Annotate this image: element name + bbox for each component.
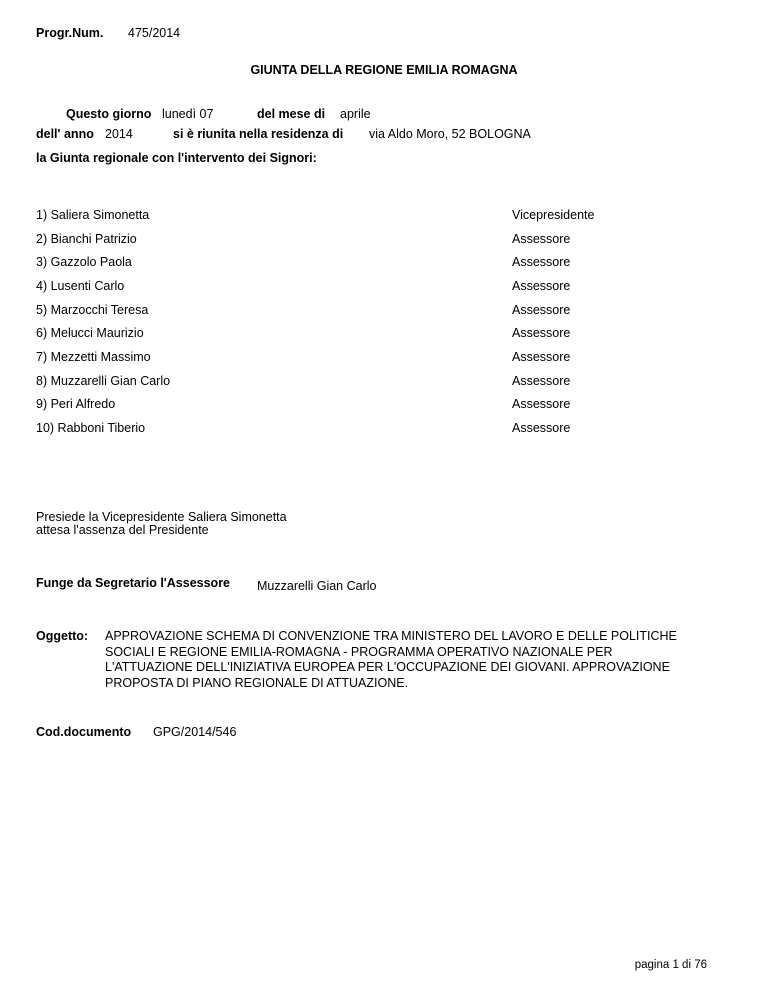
month-value: aprile: [340, 107, 371, 121]
subject-line: SOCIALI E REGIONE EMILIA-ROMAGNA - PROGRAMMA OPERATIVO NAZIONALE PER: [105, 644, 613, 659]
member-name: 9) Peri Alfredo: [36, 397, 116, 411]
member-name: 3) Gazzolo Paola: [36, 255, 132, 269]
progr-num-label: Progr.Num.: [36, 26, 104, 40]
member-role: Assessore: [512, 326, 571, 340]
day-label: Questo giorno: [66, 107, 152, 121]
presiding-line-1: Presiede la Vicepresidente Saliera Simonetta: [36, 510, 287, 524]
subject-line: PROPOSTA DI PIANO REGIONALE DI ATTUAZIONE.: [105, 675, 409, 690]
member-role: Assessore: [512, 279, 571, 293]
members-intro: la Giunta regionale con l'intervento dei Signori:: [36, 151, 317, 165]
document-code-label: Cod.documento: [36, 725, 132, 739]
member-name: 5) Marzocchi Teresa: [36, 303, 149, 317]
member-name: 10) Rabboni Tiberio: [36, 421, 146, 435]
member-name: 6) Melucci Maurizio: [36, 326, 144, 340]
subject-text: [105, 629, 725, 691]
subject-label: Oggetto:: [36, 629, 89, 643]
secretary-value: Muzzarelli Gian Carlo: [257, 579, 377, 593]
document-code-value: GPG/2014/546: [153, 725, 237, 739]
member-name: 2) Bianchi Patrizio: [36, 232, 137, 246]
member-name: 8) Muzzarelli Gian Carlo: [36, 374, 171, 388]
place-label: si è riunita nella residenza di: [173, 127, 344, 141]
member-name: 1) Saliera Simonetta: [36, 208, 150, 222]
year-value: 2014: [105, 127, 133, 141]
secretary-label: Funge da Segretario l'Assessore: [36, 576, 231, 590]
month-label: del mese di: [257, 107, 326, 121]
subject-line: L'ATTUAZIONE DELL'INIZIATIVA EUROPEA PER L'OCCUPAZIONE DEI GIOVANI. APPROVAZIONE: [105, 660, 670, 674]
page-number: pagina 1 di 76: [634, 959, 707, 971]
member-name: 7) Mezzetti Massimo: [36, 350, 151, 364]
member-role: Assessore: [512, 232, 571, 246]
member-role: Assessore: [512, 350, 571, 364]
member-role: Vicepresidente: [512, 208, 595, 222]
subject-line: APPROVAZIONE SCHEMA DI CONVENZIONE TRA MINISTERO DEL LAVORO E DELLE POLITICHE: [105, 629, 677, 643]
member-role: Assessore: [512, 303, 571, 317]
presiding-line-2: attesa l'assenza del Presidente: [36, 523, 209, 537]
member-name: 4) Lusenti Carlo: [36, 279, 125, 293]
member-role: Assessore: [512, 421, 571, 435]
year-label: dell' anno: [36, 127, 94, 141]
member-role: Assessore: [512, 374, 571, 388]
member-role: Assessore: [512, 397, 571, 411]
day-value: lunedì 07: [162, 107, 214, 121]
progr-num-value: 475/2014: [128, 26, 181, 40]
document-title: GIUNTA DELLA REGIONE EMILIA ROMAGNA: [250, 63, 518, 77]
place-value: via Aldo Moro, 52 BOLOGNA: [369, 127, 531, 141]
member-role: Assessore: [512, 255, 571, 269]
